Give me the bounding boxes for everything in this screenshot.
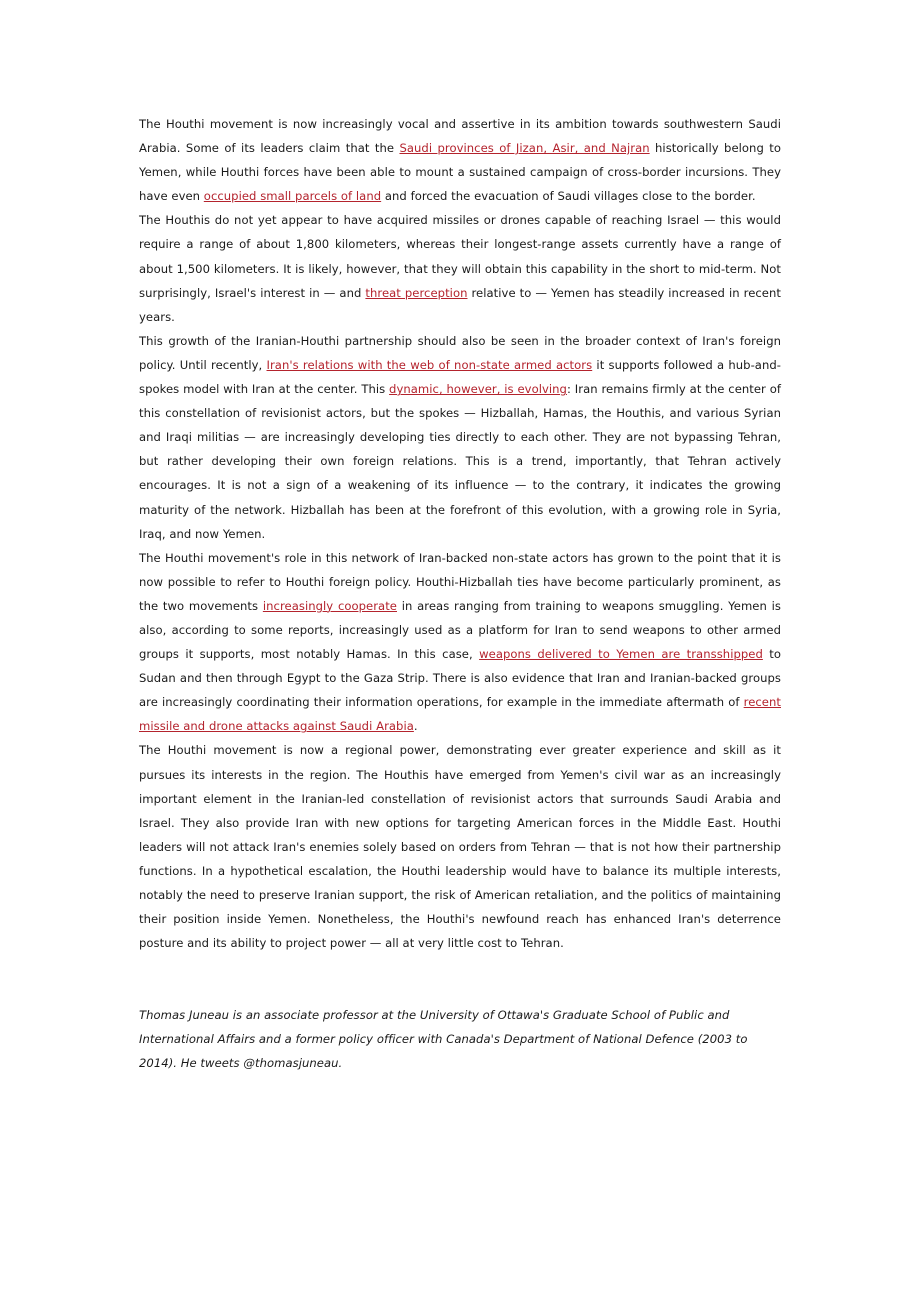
link-missile-drone-attacks[interactable]: recent missile and drone attacks against Saudi Arabia — [139, 695, 781, 734]
paragraph-text: to Sudan and then through Egypt to the Gaza Strip. There is also evidence that Iran and Iranian-backed groups are increasingly coordinating their information operations, for example in the immediate aftermath of — [139, 647, 781, 710]
article-body — [139, 112, 781, 1076]
link-dynamic-evolving[interactable]: dynamic, however, is evolving — [389, 382, 567, 397]
paragraph-text: and forced the evacuation of Saudi villages close to the border. — [381, 189, 756, 204]
paragraph-regional-power — [139, 738, 781, 955]
paragraph-text: This growth of the Iranian-Houthi partnership should also be seen in the broader context of Iran's foreign policy. Until recently, — [139, 333, 781, 372]
author-bio: Thomas Juneau is an associate professor at the University of Ottawa's Graduate School of Public and International Affairs and a former policy officer with Canada's Department of National Defence (2003 to 2014). He tweets @thomasjuneau. — [139, 1008, 748, 1071]
paragraph-text: The Houthi movement is now increasingly vocal and assertive in its ambition towards southwestern Saudi Arabia. Some of its leaders claim that the — [139, 117, 781, 156]
paragraph-text: The Houthi movement is now a regional power, demonstrating ever greater experience and skill as it pursues its interests in the region. The Houthis have emerged from Yemen's civil war as an increasingly important element in the Iranian-led constellation of revisionist actors that surrounds Saudi Arabia and Israel. They also provide Iran with new options for targeting American forces in the Middle East. Houthi leaders will not attack Iran's enemies solely based on orders from Tehran — that is not how their partnership functions. In a hypothetical escalation, the Houthi leadership would have to balance its multiple interests, notably the need to preserve Iranian support, the risk of American retaliation, and the politics of maintaining their position inside Yemen. Nonetheless, the Houthi's newfound reach has enhanced Iran's deterrence posture and its ability to project power — all at very little cost to Tehran. — [139, 743, 781, 951]
link-threat-perception[interactable]: threat perception — [365, 285, 468, 300]
paragraph-text: The Houthi movement's role in this network of Iran-backed non-state actors has grown to the point that it is now possible to refer to Houthi foreign policy. Houthi-Hizballah ties have become particularly prominent, as the two movements — [139, 550, 781, 613]
link-weapons-transshipped[interactable]: weapons delivered to Yemen are transshipped — [479, 647, 763, 662]
paragraph-iran-network — [139, 329, 781, 546]
paragraph-saudi-ambition — [139, 112, 781, 208]
link-iran-relations[interactable]: Iran's relations with the web of non-state armed actors — [266, 357, 593, 372]
paragraph-houthi-foreign-policy — [139, 546, 781, 739]
paragraph-text: . — [413, 719, 418, 734]
paragraph-text: : Iran remains firmly at the center of this constellation of revisionist actors, but the spokes — Hizballah, Hamas, the Houthis, and various Syrian and Iraqi militias — are increasingly developing ties directly to each other. They are not bypassing Tehran, but rather developing their own foreign relations. This is a trend, importantly, that Tehran actively encourages. It is not a sign of a weakening of its influence — to the contrary, it indicates the growing maturity of the network. Hizballah has been at the forefront of this evolution, with a growing role in Syria, Iraq, and now Yemen. — [139, 382, 781, 541]
paragraph-israel-range — [139, 208, 781, 328]
paragraph-text: historically belong to Yemen, while Houthi forces have been able to mount a sustained campaign of cross-border incursions. They have even — [139, 141, 781, 204]
paragraph-text: relative to — Yemen has steadily increased in recent years. — [139, 285, 781, 324]
link-occupied-parcels[interactable]: occupied small parcels of land — [203, 189, 382, 204]
paragraph-text: The Houthis do not yet appear to have acquired missiles or drones capable of reaching Israel — this would require a range of about 1,800 kilometers, whereas their longest-range assets currently have a range of about 1,500 kilometers. It is likely, however, that they will obtain this capability in the short to mid-term. Not surprisingly, Israel's interest in — and — [139, 213, 781, 300]
paragraph-text: it supports followed a hub-and-spokes model with Iran at the center. This — [139, 357, 781, 397]
link-increasingly-cooperate[interactable]: increasingly cooperate — [262, 598, 397, 613]
link-saudi-provinces[interactable]: Saudi provinces of Jizan, Asir, and Najran — [399, 141, 650, 156]
paragraph-text: in areas ranging from training to weapons smuggling. Yemen is also, according to some reports, increasingly used as a platform for Iran to send weapons to other armed groups it supports, most notably Hamas. In this case, — [139, 598, 781, 662]
